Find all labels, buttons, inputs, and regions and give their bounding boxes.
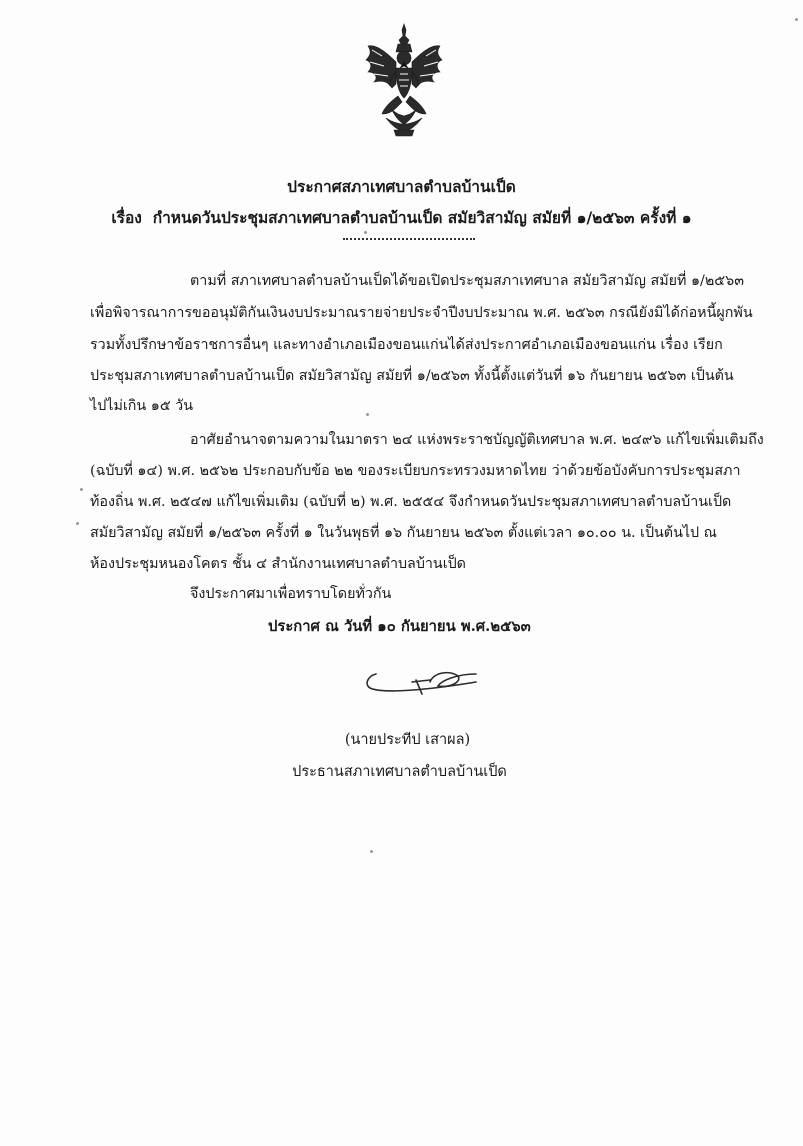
scan-speck xyxy=(76,522,79,525)
subject-text: กำหนดวันประชุมสภาเทศบาลตำบลบ้านเป็ด สมัยวิสามัญ สมัยที่ ๑/๒๕๖๓ ครั้งที่ ๑ xyxy=(152,208,692,227)
announce-date: ประกาศ ณ วันที่ ๑๐ กันยายน พ.ศ.๒๕๖๓ xyxy=(268,618,531,635)
scan-speck xyxy=(370,850,373,853)
paragraph-line: อาศัยอำนาจตามความในมาตรา ๒๔ แห่งพระราชบัญญัติเทศบาล พ.ศ. ๒๔๙๖ แก้ไขเพิ่มเติมถึง xyxy=(190,432,764,448)
subject-label: เรื่อง xyxy=(111,208,142,227)
handwritten-signature xyxy=(358,660,488,700)
scan-speck xyxy=(795,18,798,21)
scan-speck xyxy=(80,488,83,491)
document-subject xyxy=(0,205,803,230)
document-title: ประกาศสภาเทศบาลตำบลบ้านเป็ด xyxy=(287,177,516,196)
scan-speck xyxy=(366,413,369,416)
paragraph-line: ห้องประชุมหนองโคตร ชั้น ๔ สำนักงานเทศบาลตำบลบ้านเป็ด xyxy=(90,556,466,572)
garuda-emblem-icon xyxy=(362,22,446,138)
paragraph-line: รวมทั้งปรึกษาข้อราชการอื่นๆ และทางอำเภอเมืองขอนแก่นได้ส่งประกาศอำเภอเมืองขอนแก่น เรื่อง เรียก xyxy=(90,337,723,353)
paragraph-line: ตามที่ สภาเทศบาลตำบลบ้านเป็ดได้ขอเปิดประชุมสภาเทศบาล สมัยวิสามัญ สมัยที่ ๑/๒๕๖๓ xyxy=(190,273,744,289)
paragraph-line: ไปไม่เกิน ๑๕ วัน xyxy=(90,398,193,414)
paragraph-line: เพื่อพิจารณาการขออนุมัติกันเงินงบประมาณรายจ่ายประจำปีงบประมาณ พ.ศ. ๒๕๖๓ กรณียังมิได้ก่อหนี้ผูกพัน xyxy=(90,305,753,321)
paragraph-line: สมัยวิสามัญ สมัยที่ ๑/๒๕๖๓ ครั้งที่ ๑ ในวันพุธที่ ๑๖ กันยายน ๒๕๖๓ ตั้งแต่เวลา ๑๐.๐๐ น. เป็นต้นไป ณ xyxy=(90,525,717,541)
paragraph-line: ประชุมสภาเทศบาลตำบลบ้านเป็ด สมัยวิสามัญ สมัยที่ ๑/๒๕๖๓ ทั้งนี้ตั้งแต่วันที่ ๑๖ กันยายน ๒๕๖๓ เป็นต้น xyxy=(90,368,734,384)
scan-speck xyxy=(364,231,367,234)
signer-name: (นายประทีป เสาผล) xyxy=(344,732,471,748)
closing-line: จึงประกาศมาเพื่อทราบโดยทั่วกัน xyxy=(190,586,392,602)
signer-title: ประธานสภาเทศบาลตำบลบ้านเป็ด xyxy=(292,764,507,780)
title-divider xyxy=(343,238,475,240)
paragraph-line: ท้องถิ่น พ.ศ. ๒๕๔๗ แก้ไขเพิ่มเติม (ฉบับที่ ๒) พ.ศ. ๒๕๕๔ จึงกำหนดวันประชุมสภาเทศบาลตำบลบ้านเป็ด xyxy=(90,494,732,510)
paragraph-line: (ฉบับที่ ๑๔) พ.ศ. ๒๕๖๒ ประกอบกับข้อ ๒๒ ของระเบียบกระทรวงมหาดไทย ว่าด้วยข้อบังคับการประชุมสภา xyxy=(90,463,741,479)
